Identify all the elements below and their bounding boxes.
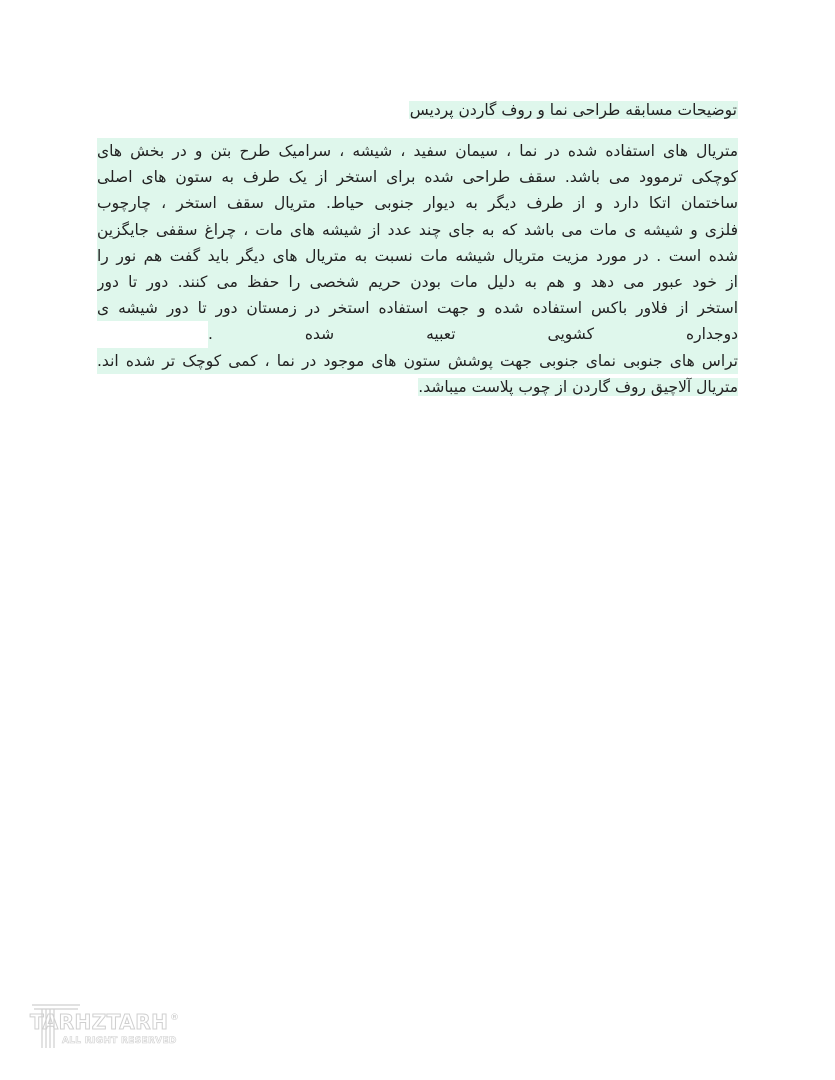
body-line — [97, 217, 738, 243]
document-title — [409, 98, 738, 122]
document-body — [97, 138, 738, 400]
body-line-text: متریال آلاچیق روف گاردن از چوب پلاست میباشد. — [418, 377, 738, 396]
body-line — [97, 164, 738, 190]
body-line-text: از خود عبور می دهد و هم به دلیل مات بودن حریم شخصی را حفظ می کنند. دور تا دور — [97, 269, 738, 295]
registered-mark: ® — [170, 1013, 179, 1023]
watermark-brand: TARHZTARH — [30, 1010, 169, 1034]
body-line-text: ساختمان اتکا دارد و از طرف دیگر به دیوار جنوبی حیاط. متریال سقف استخر ، چارچوب — [97, 190, 738, 216]
body-line — [97, 138, 738, 164]
body-line-text: شده است . در مورد مزیت متریال شیشه مات نسبت به متریال های دیگر باید گفت هم نور را — [97, 243, 738, 269]
body-line-text: فلزی و شیشه ی مات می باشد که به جای چند عدد از شیشه های مات ، چراغ سقفی جایگزین — [97, 217, 738, 243]
body-line — [97, 348, 738, 374]
body-line-text: کوچکی ترموود می باشد. سقف طراحی شده برای استخر از یک طرف به ستون های اصلی — [97, 164, 738, 190]
body-line-text: متریال های استفاده شده در نما ، سیمان سفید ، شیشه ، سرامیک طرح بتن و در بخش های — [97, 138, 738, 164]
body-line — [97, 190, 738, 216]
body-line-text: تراس های جنوبی نمای جنوبی جهت پوشش ستون های موجود در نما ، کمی کوچک تر شده اند. — [97, 348, 738, 374]
body-line-text: دوجداره کشویی تعبیه شده . — [208, 321, 738, 347]
body-line — [97, 321, 738, 347]
watermark-tagline: ALL RIGHT RESERVED — [62, 1036, 177, 1046]
body-line — [97, 269, 738, 295]
body-line-text: استخر از فلاور باکس استفاده شده و جهت استفاده استخر در زمستان دور تا دور شیشه ی — [97, 295, 738, 321]
body-line — [97, 295, 738, 321]
document-title-text: توضیحات مسابقه طراحی نما و روف گاردن پردیس — [409, 101, 737, 119]
body-line — [97, 243, 738, 269]
body-line — [97, 374, 738, 400]
